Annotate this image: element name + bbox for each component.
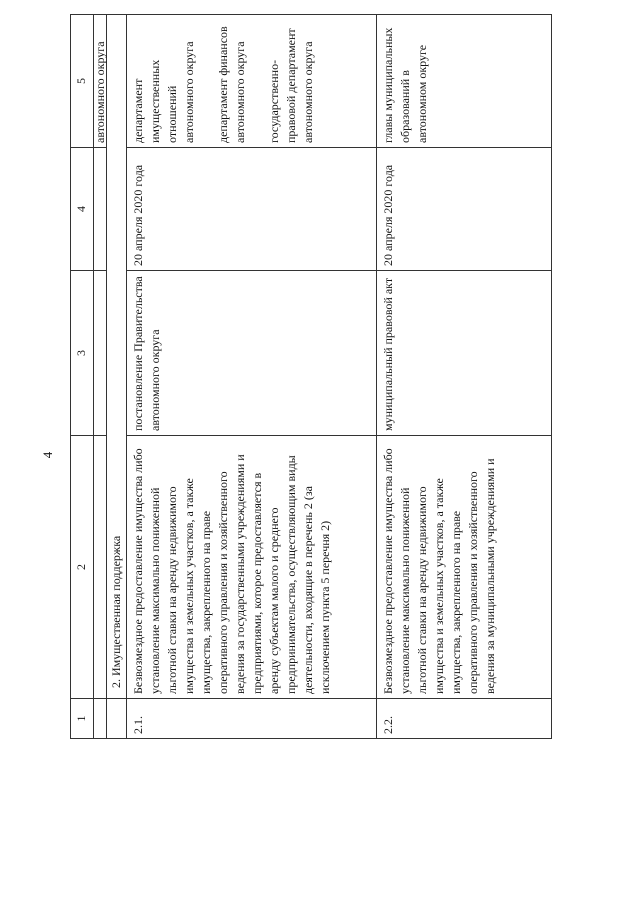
header-col-2: 2: [71, 436, 94, 699]
responsible: департамент имущественных отношений автономного округа департамент финансов автономного округа государственно-правовой департамент автономного округа: [127, 15, 377, 148]
measure-text: Безвозмездное предоставление имущества либо установление максимально пониженной льготной ставки на аренду недвижимого имущества и земельных участков, а также имущества, закрепленного на праве оперативного управления и хозяйственного ведения за государственными учреждениями и предприятиями, которое предоставляется в аренду субъектам малого и среднего предпринимательства, осуществляющим виды деятельности, входящие в перечень 2 (за исключением пункта 5 перечня 2): [127, 436, 377, 699]
continuation-cell: автономного округа: [94, 15, 107, 148]
measure-text: Безвозмездное предоставление имущества либо установление максимально пониженной льготной ставки на аренду недвижимого имущества и земельных участков, а также имущества, закрепленного на праве оперативного управления и хозяйственного ведения за муниципальными учреждениями и: [377, 436, 552, 699]
document-type: муниципальный правовой акт: [377, 271, 552, 436]
row-number: 2.1.: [127, 699, 377, 739]
header-col-1: 1: [71, 699, 94, 739]
deadline: 20 апреля 2020 года: [127, 148, 377, 271]
deadline: 20 апреля 2020 года: [377, 148, 552, 271]
continuation-row: [94, 15, 107, 739]
responsible: главы муниципальных образований в автономном округе: [377, 15, 552, 148]
header-col-5: 5: [71, 15, 94, 148]
section-row: [107, 15, 127, 739]
document-type: постановление Правительства автономного округа: [127, 271, 377, 436]
table-row: [127, 15, 377, 739]
table-header-row: [71, 15, 94, 739]
header-col-4: 4: [71, 148, 94, 271]
page-number: 4: [40, 451, 55, 459]
table-row: [377, 15, 552, 739]
measures-table: [70, 15, 561, 739]
row-number: 2.2.: [377, 699, 552, 739]
section-title: 2. Имущественная поддержка: [107, 15, 127, 699]
header-col-3: 3: [71, 271, 94, 436]
